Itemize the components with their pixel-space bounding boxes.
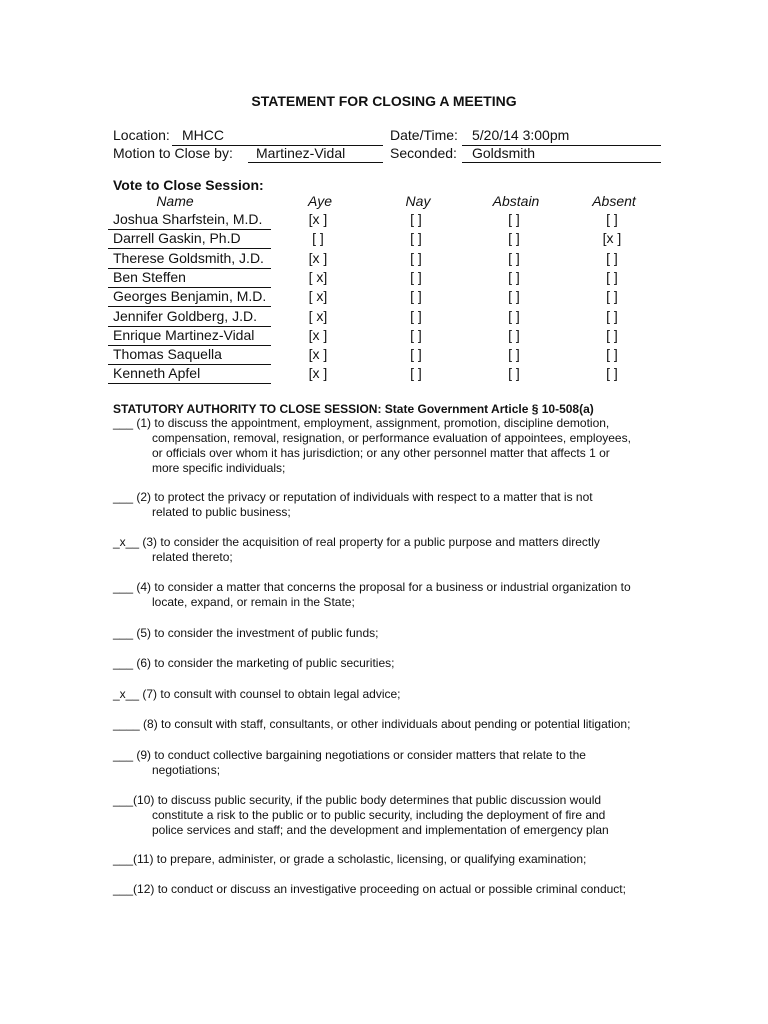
authority-item [113,882,673,897]
vote-aye-box: [ x] [308,269,328,285]
authority-item [113,580,673,610]
authority-item [113,656,673,671]
authority-item-text: _x__ (3) to consider the acquisition of real property for a public purpose and matters directly [113,535,600,549]
column-header-absent: Absent [592,193,636,209]
member-name-underline [108,306,271,307]
member-name: Jennifer Goldberg, J.D. [113,308,257,324]
authority-item-text: ___(12) to conduct or discuss an investigative proceeding on actual or possible criminal conduct; [113,882,626,896]
vote-nay-box: [ ] [410,269,422,285]
authority-item-continuation: related to public business; [152,505,291,519]
vote-row [0,327,768,346]
authority-item-text: ___ (6) to consider the marketing of public securities; [113,656,395,670]
vote-abstain-box: [ ] [508,288,520,304]
vote-absent-box: [ ] [606,269,618,285]
vote-abstain-box: [ ] [508,269,520,285]
vote-row [0,365,768,384]
authority-item-continuation: police services and staff; and the development and implementation of emergency plan [152,823,609,837]
vote-absent-box: [ ] [606,365,618,381]
vote-absent-box: [ ] [606,327,618,343]
authority-item-continuation: related thereto; [152,550,233,564]
authority-item [113,717,673,732]
authority-item-continuation: constitute a risk to the public or to public security, including the deployment of fire and [152,808,606,822]
vote-row [0,288,768,307]
authority-item [113,416,673,476]
document-title: STATEMENT FOR CLOSING A MEETING [251,93,517,109]
vote-heading: Vote to Close Session: [113,177,264,193]
vote-nay-box: [ ] [410,250,422,266]
member-name: Ben Steffen [113,269,186,285]
column-header-name: Name [156,193,194,209]
vote-aye-box: [x ] [308,250,328,266]
vote-aye-box: [ x] [308,288,328,304]
authority-heading: STATUTORY AUTHORITY TO CLOSE SESSION: State Government Article § 10-508(a) [113,402,594,416]
authority-item [113,626,673,641]
vote-row [0,230,768,249]
member-name: Therese Goldsmith, J.D. [113,250,264,266]
vote-absent-box: [x ] [602,230,622,246]
vote-absent-box: [ ] [606,250,618,266]
authority-item-text: ___ (9) to conduct collective bargaining negotiations or consider matters that relate to the [113,748,586,762]
vote-aye-box: [x ] [308,327,328,343]
member-name: Joshua Sharfstein, M.D. [113,211,263,227]
authority-item-text: ___ (4) to consider a matter that concerns the proposal for a business or industrial organization to [113,580,631,594]
member-name: Darrell Gaskin, Ph.D [113,230,241,246]
vote-absent-box: [ ] [606,211,618,227]
vote-absent-box: [ ] [606,288,618,304]
authority-item [113,852,673,867]
authority-item-continuation: negotiations; [152,763,221,777]
vote-nay-box: [ ] [410,230,422,246]
column-header-abstain: Abstain [492,193,540,209]
column-header-nay: Nay [405,193,431,209]
authority-item-text: ___(10) to discuss public security, if the public body determines that public discussion would [113,793,602,807]
member-name: Thomas Saquella [113,346,222,362]
vote-aye-box: [x ] [308,211,328,227]
vote-nay-box: [ ] [410,365,422,381]
vote-aye-box: [ ] [312,230,324,246]
vote-row [0,308,768,327]
datetime-label: Date/Time: [390,127,458,143]
authority-item [113,793,673,838]
vote-aye-box: [x ] [308,365,328,381]
authority-item [113,490,673,520]
vote-abstain-box: [ ] [508,327,520,343]
seconded-value: Goldsmith [472,145,536,161]
authority-item-continuation: compensation, removal, resignation, or performance evaluation of appointees, employees, [152,431,631,445]
vote-row [0,269,768,288]
member-name-underline [108,248,271,249]
vote-row [0,346,768,365]
vote-abstain-box: [ ] [508,211,520,227]
seconded-underline [462,162,661,163]
vote-abstain-box: [ ] [508,230,520,246]
authority-item-text: ___ (1) to discuss the appointment, employment, assignment, promotion, discipline demotion, [113,416,610,430]
vote-aye-box: [x ] [308,346,328,362]
vote-nay-box: [ ] [410,346,422,362]
authority-item-text: ___ (2) to protect the privacy or reputation of individuals with respect to a matter that is not [113,490,593,504]
vote-nay-box: [ ] [410,308,422,324]
motion-value: Martinez-Vidal [256,145,346,161]
seconded-label: Seconded: [390,145,457,161]
authority-item-text: ___ (5) to consider the investment of public funds; [113,626,379,640]
datetime-value: 5/20/14 3:00pm [472,127,570,143]
motion-label: Motion to Close by: [113,145,233,161]
member-name: Enrique Martinez-Vidal [113,327,255,343]
vote-abstain-box: [ ] [508,365,520,381]
vote-row [0,250,768,269]
vote-nay-box: [ ] [410,211,422,227]
vote-aye-box: [ x] [308,308,328,324]
authority-item-continuation: locate, expand, or remain in the State; [152,595,355,609]
authority-item [113,687,673,702]
vote-abstain-box: [ ] [508,346,520,362]
vote-abstain-box: [ ] [508,250,520,266]
member-name: Georges Benjamin, M.D. [113,288,267,304]
member-name: Kenneth Apfel [113,365,201,381]
authority-item [113,748,673,778]
column-header-aye: Aye [307,193,332,209]
vote-nay-box: [ ] [410,327,422,343]
authority-item-text: ___(11) to prepare, administer, or grade a scholastic, licensing, or qualifying examination; [113,852,587,866]
authority-item-continuation: or officials over whom it has jurisdiction; or any other personnel matter that affects 1 or [152,446,610,460]
location-label: Location: [113,127,170,143]
vote-absent-box: [ ] [606,308,618,324]
authority-item-text: _x__ (7) to consult with counsel to obtain legal advice; [113,687,401,701]
authority-item-text: ____ (8) to consult with staff, consultants, or other individuals about pending or potential litigation; [113,717,631,731]
location-value: MHCC [182,127,224,143]
vote-absent-box: [ ] [606,346,618,362]
vote-nay-box: [ ] [410,288,422,304]
authority-item [113,535,673,565]
motion-underline [248,162,383,163]
authority-item-continuation: more specific individuals; [152,461,286,475]
vote-abstain-box: [ ] [508,308,520,324]
member-name-underline [108,383,271,384]
vote-row [0,211,768,230]
